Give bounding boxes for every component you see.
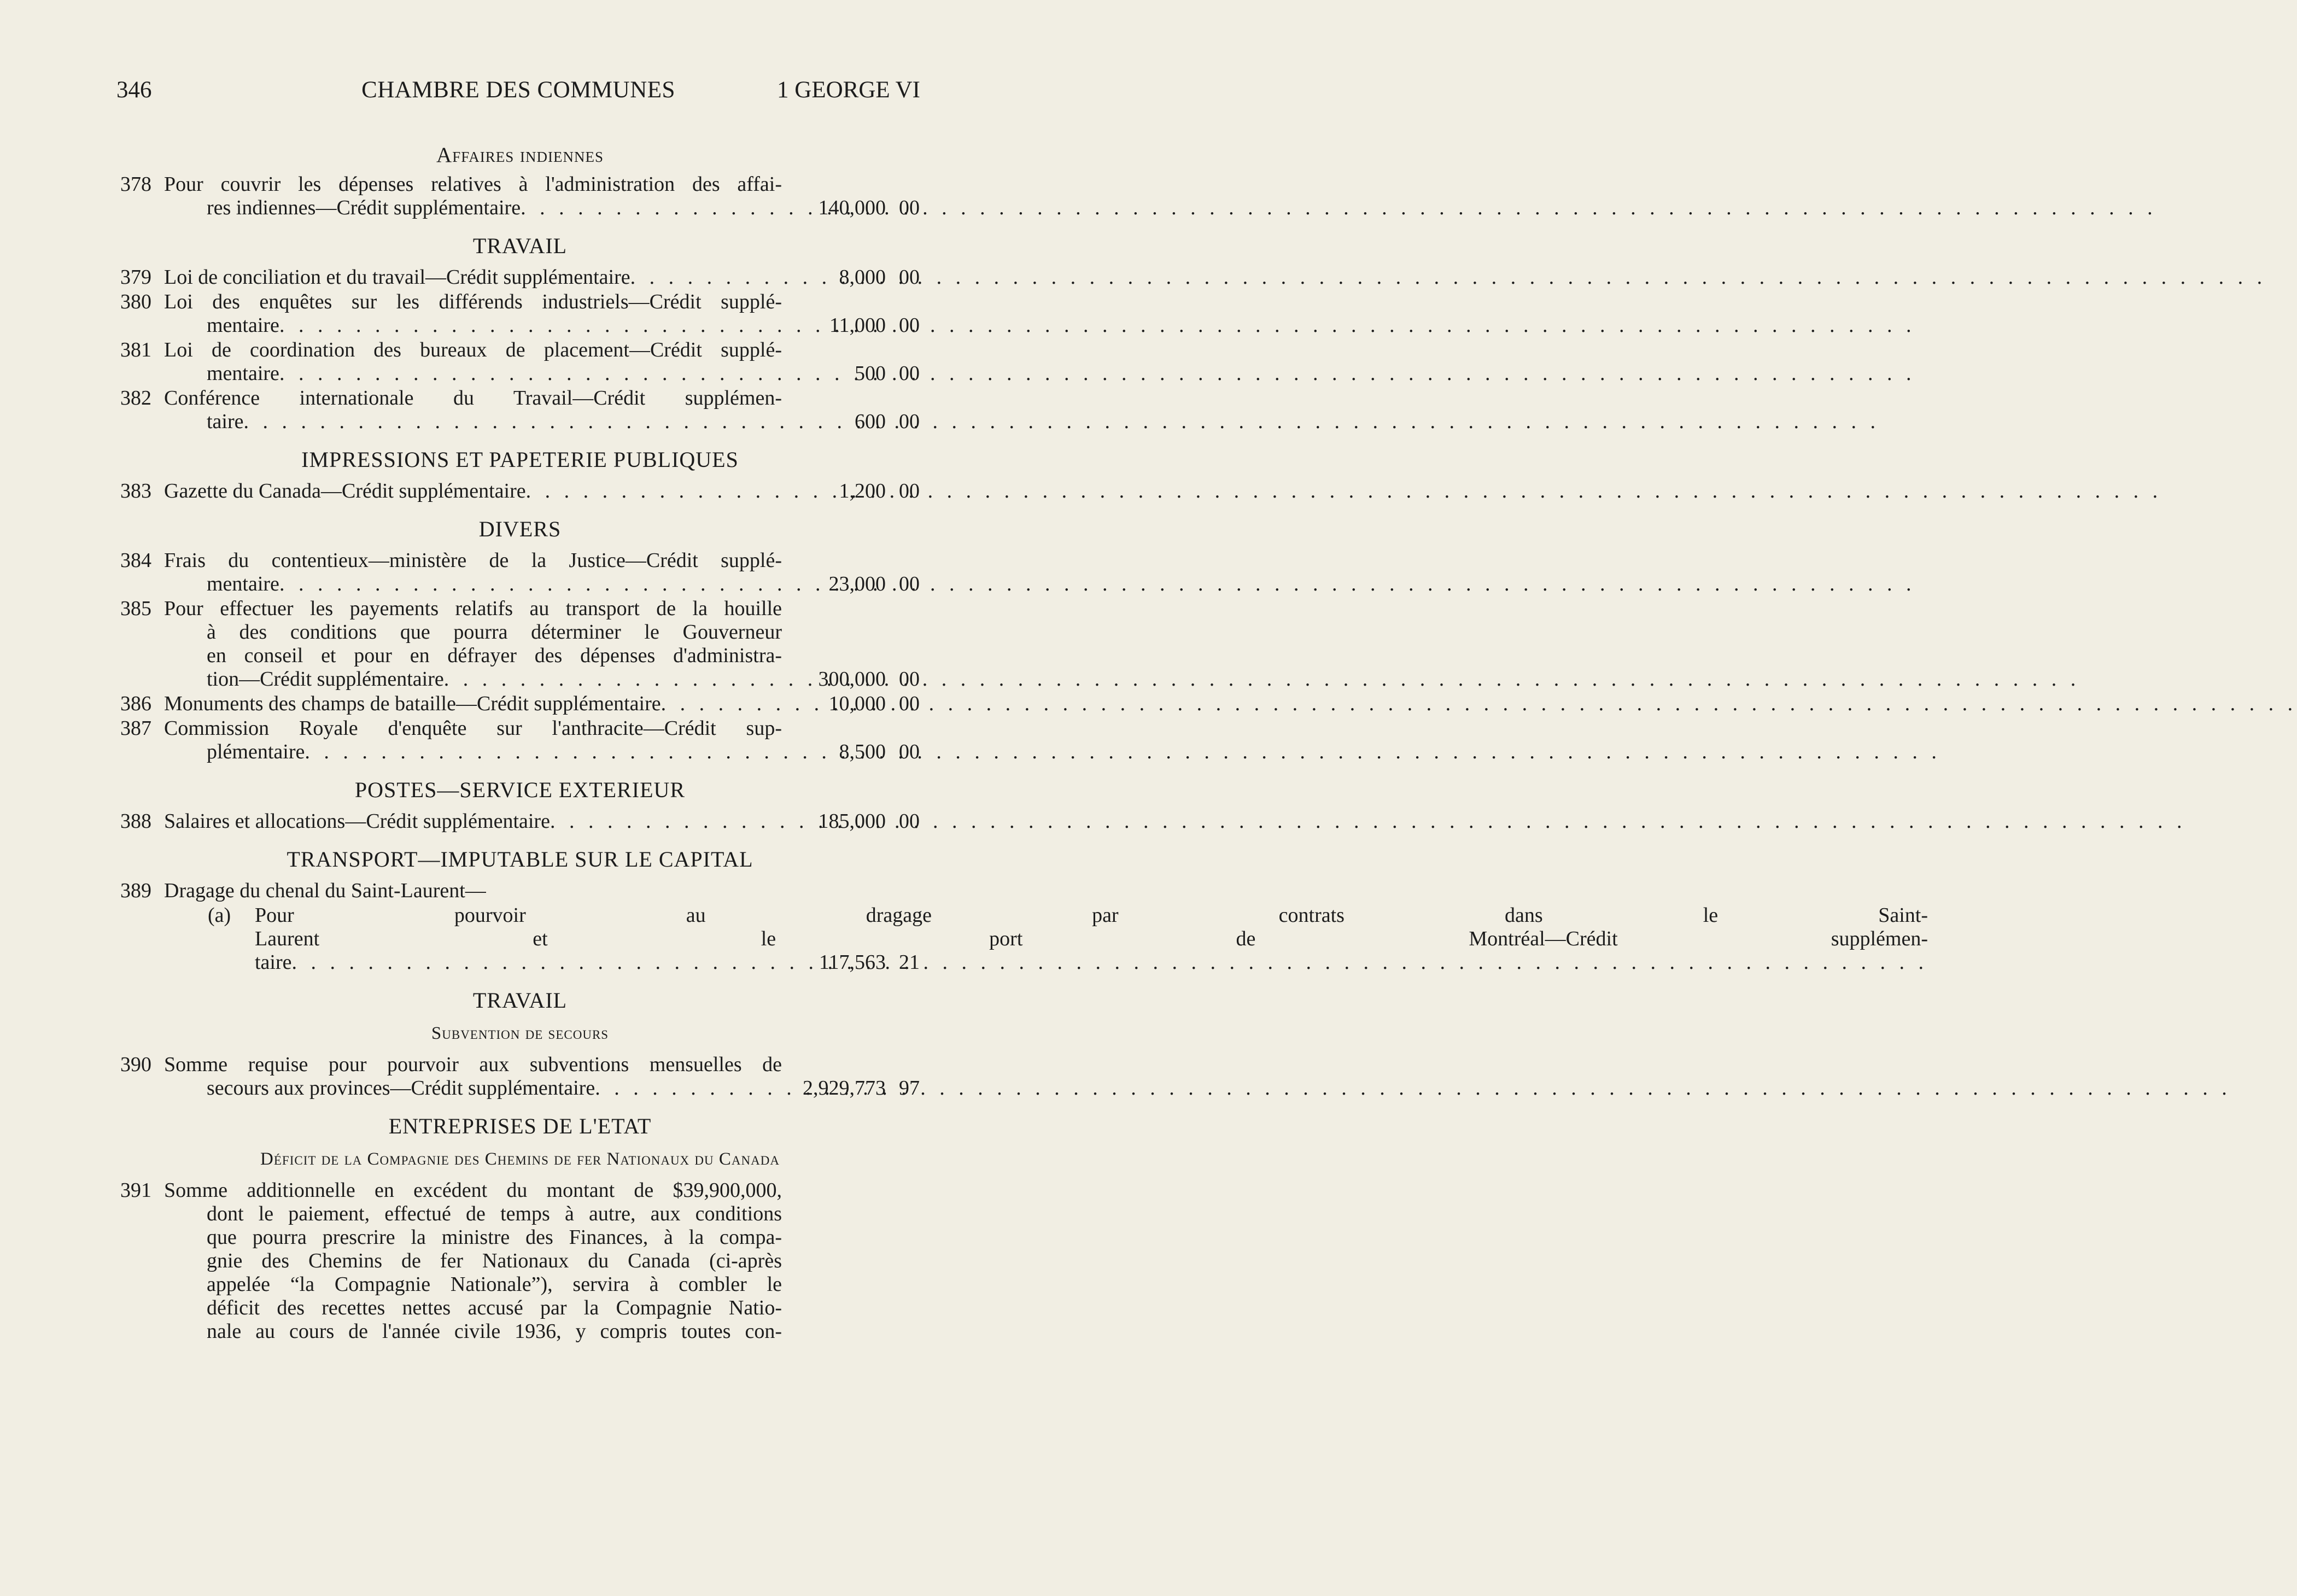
item-number: 390 [120, 1053, 151, 1076]
item-number: 383 [120, 480, 151, 502]
item-text: Loi de conciliation et du travail—Crédit supplémentaire [164, 266, 630, 289]
section-heading: POSTES—SERVICE EXTERIEUR [354, 777, 686, 802]
list-item [120, 717, 920, 764]
item-text: taire [207, 410, 244, 433]
item-amount: 185,000 00 [818, 810, 920, 833]
item-amount: 1,200 00 [839, 480, 920, 502]
item-amount: 140,000 00 [818, 196, 920, 219]
list-item [120, 692, 920, 716]
item-text: Gazette du Canada—Crédit supplémentaire [164, 480, 526, 502]
item-text: Commission Royale d'enquête sur l'anthracite—Crédit sup- [164, 717, 782, 740]
item-text: Pour effectuer les payements relatifs au transport de la houille [164, 597, 782, 620]
list-item [120, 549, 920, 596]
item-text: mentaire [207, 362, 279, 385]
section-heading: Affaires indiennes [436, 143, 604, 167]
item-amount: 8,000 00 [839, 266, 920, 289]
item-amount: 23,000 00 [828, 572, 920, 595]
item-text: Pour couvrir les dépenses relatives à l'administration des affai- [164, 173, 782, 196]
item-amount: 10,000 00 [828, 692, 920, 715]
item-amount: 500 00 [855, 362, 920, 385]
item-text: Laurent et le port de Montréal—Crédit supplémen- [255, 927, 1928, 950]
item-text: mentaire [207, 572, 279, 595]
section-heading: DIVERS [478, 517, 562, 541]
list-item [120, 338, 920, 385]
section-heading: ENTREPRISES DE L'ETAT [388, 1114, 652, 1138]
section-heading: TRAVAIL [472, 233, 568, 258]
item-number: 391 [120, 1179, 151, 1202]
section-heading: TRAVAIL [472, 988, 568, 1013]
item-text: à des conditions que pourra déterminer le Gouverneur [207, 621, 782, 644]
item-text: secours aux provinces—Crédit supplémentaire [207, 1077, 595, 1100]
item-text: dont le paiement, effectué de temps à autre, aux conditions [207, 1202, 782, 1225]
list-item [120, 1179, 920, 1343]
page-number: 346 [116, 77, 152, 103]
item-number: 385 [120, 597, 151, 620]
estimates-list [120, 137, 1928, 1343]
item-number: 382 [120, 387, 151, 410]
item-number: 378 [120, 173, 151, 196]
item-text: taire [255, 951, 292, 974]
reign-label: 1 GEORGE VI [777, 77, 920, 103]
item-amount: 117,563 21 [819, 951, 920, 974]
item-number: 387 [120, 717, 151, 740]
item-text: Monuments des champs de bataille—Crédit supplémentaire [164, 692, 661, 715]
list-item [120, 1053, 920, 1100]
item-text: mentaire [207, 314, 279, 337]
subsection-heading: Déficit de la Compagnie des Chemins de fer Nationaux du Canada [260, 1149, 780, 1169]
item-text: Dragage du chenal du Saint-Laurent— [164, 879, 486, 902]
item-number: 386 [120, 692, 151, 715]
section-heading: TRANSPORT—IMPUTABLE SUR LE CAPITAL [287, 847, 753, 872]
item-number: 380 [120, 290, 151, 313]
item-text: en conseil et pour en défrayer des dépenses d'administra- [207, 644, 782, 667]
sub-item-marker: (a) [208, 904, 231, 927]
list-item [120, 387, 920, 434]
page-header [116, 77, 920, 109]
item-text: gnie des Chemins de fer Nationaux du Canada (ci-après [207, 1249, 782, 1272]
list-item [120, 879, 1928, 974]
item-text: appelée “la Compagnie Nationale”), servira à combler le [207, 1273, 782, 1296]
item-text: nale au cours de l'année civile 1936, y compris toutes con- [207, 1320, 782, 1343]
list-item [120, 266, 920, 289]
item-text: tion—Crédit supplémentaire [207, 668, 444, 691]
item-number: 388 [120, 810, 151, 833]
item-text: Loi des enquêtes sur les différends industriels—Crédit supplé- [164, 290, 782, 313]
item-text: Somme additionnelle en excédent du montant de $39,900,000, [164, 1179, 782, 1202]
list-item [120, 810, 920, 833]
item-number: 381 [120, 338, 151, 361]
running-title: CHAMBRE DES COMMUNES [361, 77, 675, 103]
item-text: Frais du contentieux—ministère de la Justice—Crédit supplé- [164, 549, 782, 572]
item-text: plémentaire [207, 740, 305, 763]
subsection-heading: Subvention de secours [431, 1024, 609, 1043]
item-amount: 2,929,773 97 [803, 1077, 920, 1100]
item-amount: 8,500 00 [839, 740, 920, 763]
item-number: 389 [120, 879, 151, 902]
item-number: 379 [120, 266, 151, 289]
item-text: res indiennes—Crédit supplémentaire [207, 196, 521, 219]
item-text: que pourra prescrire la ministre des Finances, à la compa- [207, 1226, 782, 1249]
item-text: Somme requise pour pourvoir aux subventions mensuelles de [164, 1053, 782, 1076]
list-item [120, 173, 920, 220]
item-text: Pour pourvoir au dragage par contrats dans le Saint- [255, 904, 1928, 927]
item-text: déficit des recettes nettes accusé par la Compagnie Natio- [207, 1296, 782, 1319]
item-number: 384 [120, 549, 151, 572]
list-item [120, 290, 920, 337]
item-text: Conférence internationale du Travail—Crédit supplémen- [164, 387, 782, 410]
item-text: Loi de coordination des bureaux de placement—Crédit supplé- [164, 338, 782, 361]
item-amount: 300,000 00 [818, 668, 920, 691]
list-item [120, 597, 920, 691]
item-amount: 11,000 00 [829, 314, 920, 337]
item-text: Salaires et allocations—Crédit supplémentaire [164, 810, 550, 833]
item-amount: 600 00 [855, 410, 920, 433]
section-heading: IMPRESSIONS ET PAPETERIE PUBLIQUES [301, 447, 739, 472]
list-item [120, 480, 920, 503]
